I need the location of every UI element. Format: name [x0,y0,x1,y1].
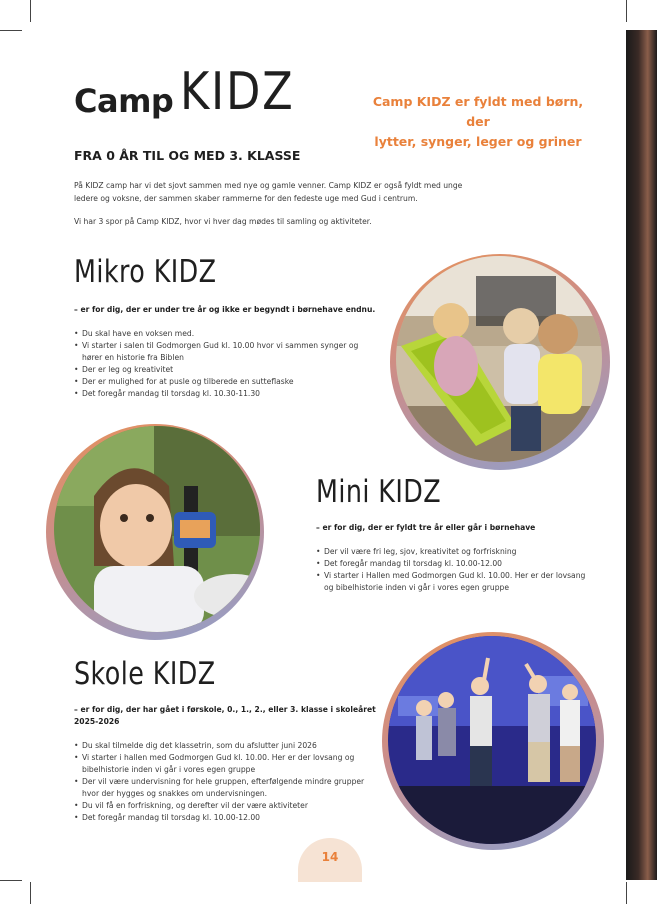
title-camp: Camp [74,82,174,120]
adjacent-page-bleed [626,30,657,880]
mikro-bullets [74,328,394,400]
mini-title: Mini KIDZ [316,474,442,510]
page-number: 14 [321,850,339,864]
list-item: • Vi starter i Hallen med Godmorgen Gud kl. 10.00. Her er der lovsang og bibelhistorie inden vi går i vores egen gruppe [316,570,616,594]
list-item: • Det foregår mandag til torsdag kl. 10.00-12.00 [74,812,394,824]
photo-toddlers-slide [396,256,602,462]
tagline-line: Camp KIDZ er fyldt med børn, der [372,94,584,129]
title-kidz: KIDZ [180,62,295,122]
list-item: • Du skal have en voksen med. [74,328,394,340]
list-item: • Det foregår mandag til torsdag kl. 10.00-12.00 [316,558,616,570]
list-item: • Du vil få en forfriskning, og derefter vil der være aktiviteter [74,800,394,812]
tagline [362,92,594,152]
intro-line: ledere og voksne, der sammen skaber rammerne for den fedeste uge med Gud i centrum. [74,193,418,203]
mini-lead: – er for dig, der er fyldt tre år eller går i børnehave [316,523,536,532]
list-item: • Vi starter i salen til Godmorgen Gud kl. 10.00 hvor vi sammen synger og hører en historie fra Biblen [74,340,394,364]
list-item: • Vi starter i hallen med Godmorgen Gud kl. 10.00. Her er der lovsang og bibelhistorie inden vi går i vores egen gruppe [74,752,394,776]
crop-mark [0,30,22,31]
mikro-lead: – er for dig, der er under tre år og ikke er begyndt i børnehave endnu. [74,305,376,314]
skole-title: Skole KIDZ [74,656,216,692]
skole-lead: – er for dig, der har gået i førskole, 0., 1., 2., eller 3. klasse i skoleåret 2025-2026 [74,705,376,726]
mini-bullets [316,546,616,594]
list-item: • Du skal tilmelde dig det klassetrin, som du afslutter juni 2026 [74,740,394,752]
crop-mark [626,0,627,22]
intro-line: På KIDZ camp har vi det sjovt sammen med nye og gamle venner. Camp KIDZ er også fyldt med unge [74,181,463,190]
crop-mark [30,0,31,22]
intro-paragraph-2: Vi har 3 spor på Camp KIDZ, hvor vi hver dag mødes til samling og aktiviteter. [74,217,372,226]
list-item: • Der er mulighed for at pusle og tilberede en sutteflaske [74,376,394,388]
mikro-title: Mikro KIDZ [74,254,217,290]
list-item: • Der er leg og kreativitet [74,364,394,376]
intro-paragraph [74,180,514,205]
age-subheading: FRA 0 ÅR TIL OG MED 3. KLASSE [74,148,301,163]
crop-mark [626,882,627,904]
list-item: • Det foregår mandag til torsdag kl. 10.30-11.30 [74,388,394,400]
skole-bullets [74,740,394,824]
crop-mark [30,882,31,904]
crop-mark [0,880,22,881]
tagline-line: lytter, synger, leger og griner [374,134,582,149]
page-number-tab [298,838,362,882]
list-item: • Der vil være fri leg, sjov, kreativitet og forfriskning [316,546,616,558]
photo-stage-performance [388,636,596,844]
photo-girl-drinking [54,426,260,632]
list-item: • Der vil være undervisning for hele gruppen, efterfølgende mindre grupper hvor der hygges og snakkes om undervisningen. [74,776,394,800]
